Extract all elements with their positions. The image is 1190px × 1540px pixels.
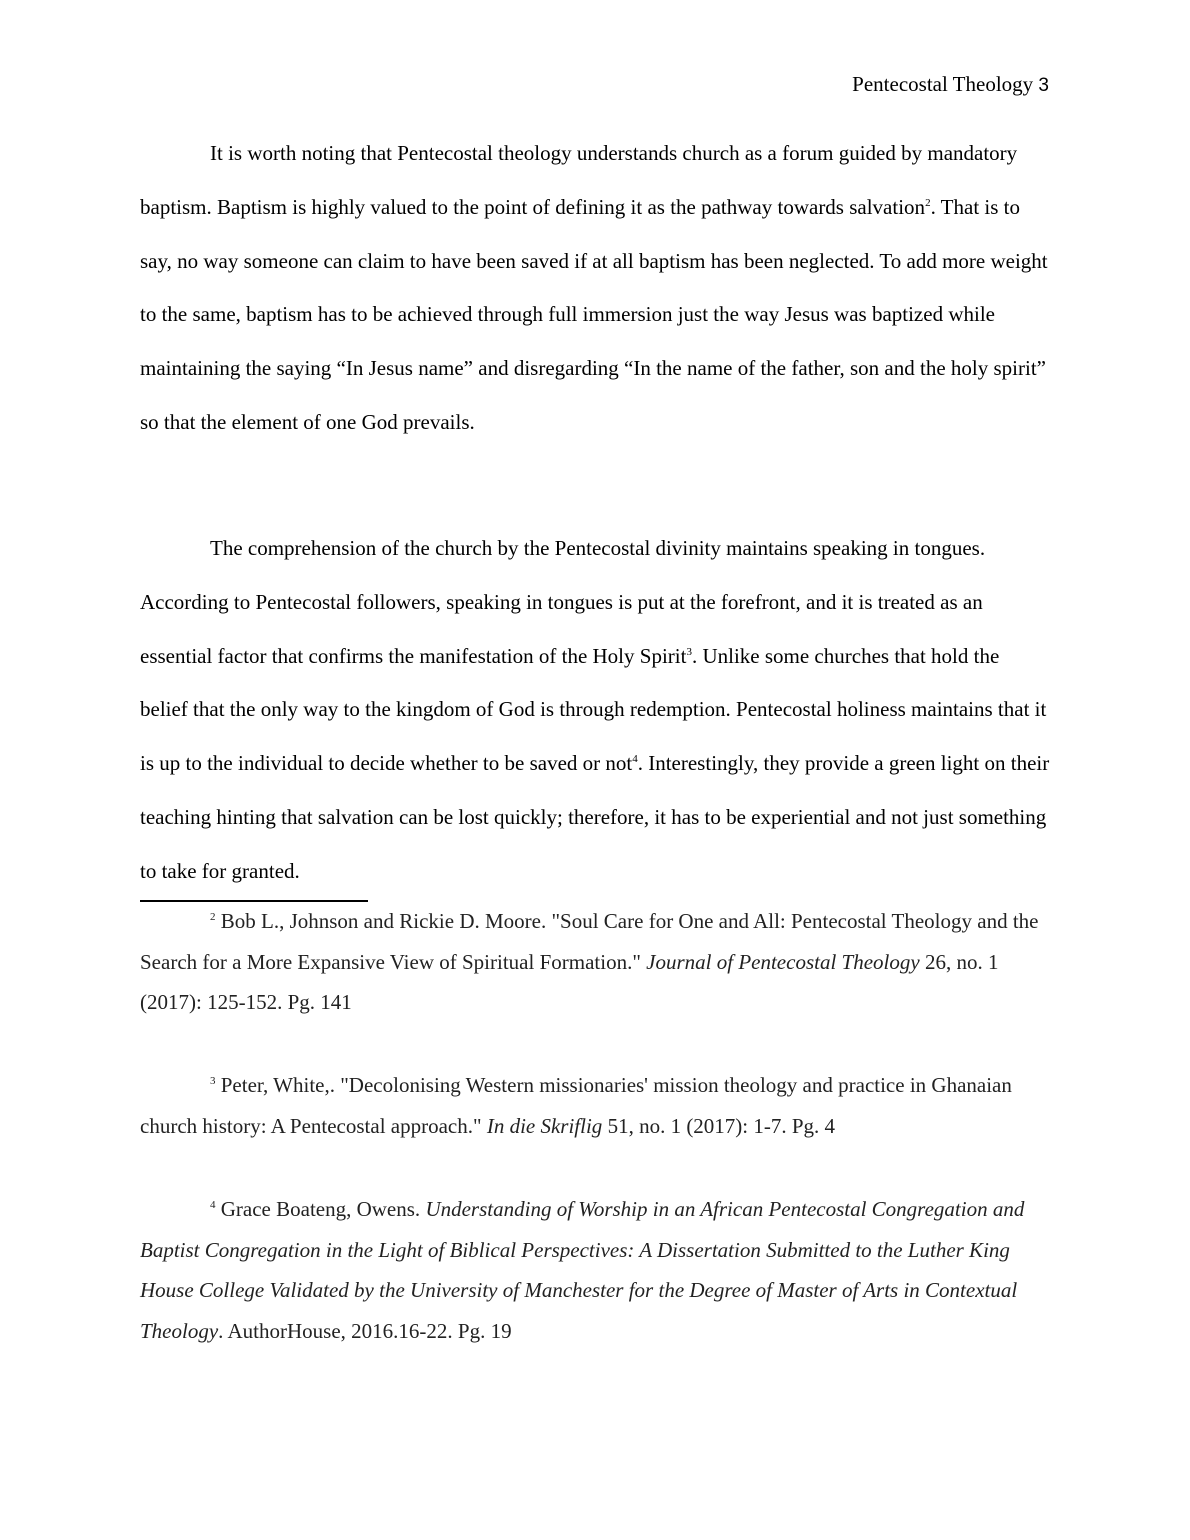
footnote-text: . AuthorHouse, 2016.16-22. Pg. 19 xyxy=(218,1318,512,1343)
paragraph-text: . Interestingly, they provide a green light on their teaching hinting that salvation can be lost quickly; therefore, it has to be experiential and not just something to take for granted. xyxy=(140,751,1050,883)
paragraph-text: . Unlike some churches that hold the belief that the only way to the kingdom of God is through redemption. Pentecostal holiness maintains that it is up to the individual to decide whether to be saved or not xyxy=(140,643,1047,776)
body-paragraph-1 xyxy=(140,127,1050,450)
running-header xyxy=(852,70,1049,100)
paragraph-text: . That is to say, no way someone can claim to have been saved if at all baptism has been neglected. To add more weight to the same, baptism has to be achieved through full immersion just the way Jesus was baptized while maintaining the saying “In Jesus name” and disregarding “In the name of the father, son and the holy spirit” so that the element of one God prevails. xyxy=(140,194,1048,434)
page-number: 3 xyxy=(1038,75,1049,96)
footnote-4 xyxy=(140,1189,1045,1351)
footnote-number: 2 xyxy=(210,911,216,923)
footnote-number: 3 xyxy=(210,1075,216,1087)
footnote-number: 4 xyxy=(210,1199,216,1211)
footnote-ref-4[interactable]: 4 xyxy=(632,753,638,766)
footnote-source-title: In die Skriflig xyxy=(486,1113,603,1138)
footnote-ref-2[interactable]: 2 xyxy=(925,196,931,209)
footnote-3 xyxy=(140,1065,1045,1146)
body-paragraph-2 xyxy=(140,522,1050,899)
paragraph-text: It is worth noting that Pentecostal theology understands church as a forum guided by mandatory baptism. Baptism is highly valued to the point of defining it as the pathway towards salvation xyxy=(140,141,1018,219)
paragraph-text: The comprehension of the church by the Pentecostal divinity maintains speaking in tongues. According to Pentecostal followers, speaking in tongues is put at the forefront, and it is treated as an essential factor that confirms the manifestation of the Holy Spirit xyxy=(140,536,986,668)
footnote-source-title: Understanding of Worship in an African Pentecostal Congregation and Baptist Congregation in the Light of Biblical Perspectives: A Dissertation Submitted to the Luther King House College Validated by the University of Manchester for the Degree of Master of Arts in Contextual Theology xyxy=(140,1197,1025,1343)
footnote-text: Peter, White,. "Decolonising Western missionaries' mission theology and practice in Ghanaian church history: A Pentecostal approach." xyxy=(140,1073,1012,1138)
footnote-text: 51, no. 1 (2017): 1-7. Pg. 4 xyxy=(602,1113,836,1138)
footnote-text: 26, no. 1 (2017): 125-152. Pg. 141 xyxy=(140,949,999,1014)
footnote-source-title: Journal of Pentecostal Theology xyxy=(646,949,920,974)
footnote-text: Grace Boateng, Owens. xyxy=(215,1197,426,1221)
footnote-2 xyxy=(140,901,1045,1023)
footnote-text: Bob L., Johnson and Rickie D. Moore. "Soul Care for One and All: Pentecostal Theology and the Search for a More Expansive View of Spiritual Formation." xyxy=(140,909,1039,974)
header-title: Pentecostal Theology xyxy=(852,72,1034,96)
footnote-ref-3[interactable]: 3 xyxy=(686,645,692,658)
